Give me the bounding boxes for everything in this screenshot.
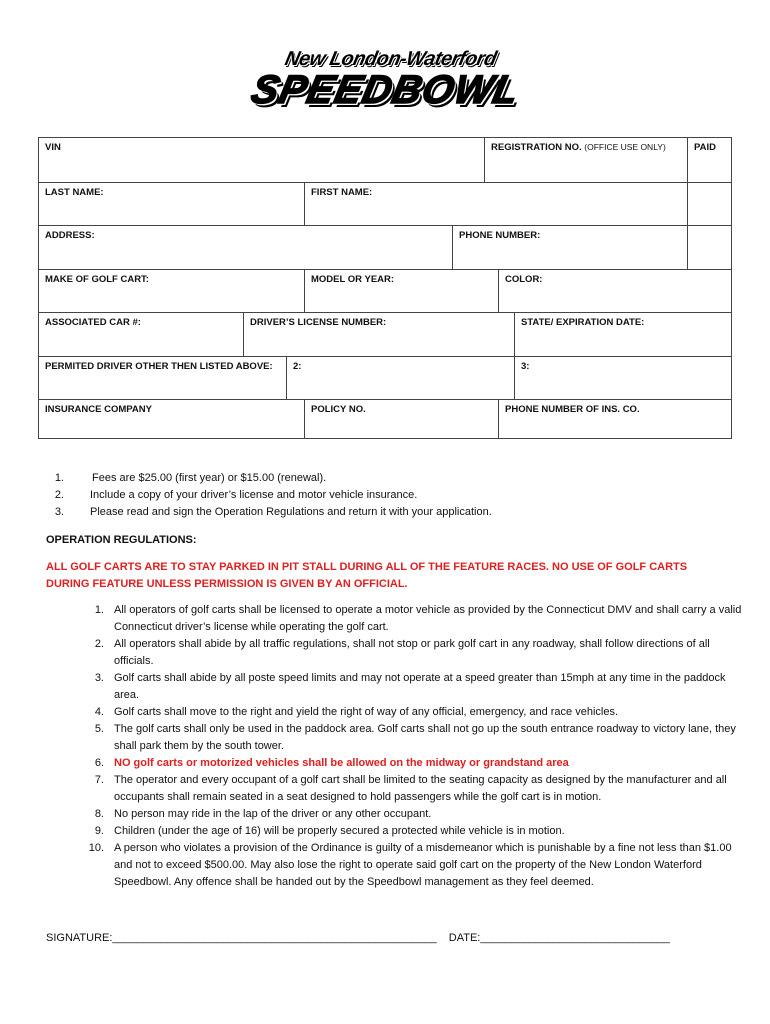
policy-no-field[interactable]: [305, 400, 499, 438]
list-item: 7. The operator and every occupant of a golf cart shall be limited to the seating capacity as designed by the manufacturer and all occupants shall remain seated in a seat designed to hold passengers while the golf cart is in motion.: [94, 774, 727, 803]
parking-warning: ALL GOLF CARTS ARE TO STAY PARKED IN PIT STALL DURING ALL OF THE FEATURE RACES. NO USE OF GOLF CARTS DURING FEATURE UNLESS PERMISSION IS GIVEN BY AN OFFICIAL.: [46, 561, 688, 590]
list-item: 6. NO golf carts or motorized vehicles shall be allowed on the midway or grandstand area: [94, 757, 569, 769]
insurance-company-field[interactable]: [39, 400, 305, 438]
permitted-driver-label: PERMITED DRIVER OTHER THEN LISTED ABOVE:: [45, 361, 273, 372]
address-field[interactable]: [39, 226, 453, 270]
last-name-field[interactable]: [39, 183, 305, 226]
phone-number-extra[interactable]: [688, 226, 731, 270]
permitted-driver-2-label: 2:: [293, 361, 302, 372]
state-expiration-date-label: STATE/ EXPIRATION DATE:: [521, 317, 645, 328]
insurance-company-label: INSURANCE COMPANY: [45, 404, 152, 415]
associated-car-field[interactable]: [39, 313, 244, 357]
vin-label: VIN: [45, 142, 61, 153]
paid-field[interactable]: [688, 138, 731, 183]
list-item: 3. Golf carts shall abide by all poste speed limits and may not operate at a speed greater than 15mph at any time in the paddock area.: [94, 672, 726, 701]
operation-regulations-heading: OPERATION REGULATIONS:: [46, 534, 197, 546]
logo-line2: SPEEDBOWL: [247, 68, 524, 112]
list-item: 2. All operators shall abide by all traffic regulations, shall not stop or park golf cart in any roadway, shall follow directions of all officials.: [94, 638, 710, 667]
model-or-year-field[interactable]: [305, 270, 499, 313]
last-name-label: LAST NAME:: [45, 187, 104, 198]
speedbowl-logo: [248, 48, 523, 110]
state-expiration-date-field[interactable]: [515, 313, 731, 357]
list-item: 8. No person may ride in the lap of the driver or any other occupant.: [94, 808, 432, 820]
make-of-golf-cart-label: MAKE OF GOLF CART:: [45, 274, 149, 285]
office-use-only-note: (OFFICE USE ONLY): [584, 142, 666, 152]
drivers-license-number-label: DRIVER’S LICENSE NUMBER:: [250, 317, 387, 328]
list-item: 4. Golf carts shall move to the right and yield the right of way of any official, emergency, and race vehicles.: [94, 706, 619, 718]
list-item: 10. A person who violates a provision of the Ordinance is guilty of a misdemeanor which is punishable by a fine not less than $1.00 and not to exceed $500.00. May also lose the right to operate said golf cart on the property of the New London Waterford Speedbowl. Any offence shall be handed out by the Speedbowl management as they feel deemed.: [88, 842, 732, 888]
phone-number-label: PHONE NUMBER:: [459, 230, 541, 241]
paid-field-lower[interactable]: [688, 183, 731, 226]
address-label: ADDRESS:: [45, 230, 95, 241]
list-item: 1. Fees are $25.00 (first year) or $15.00 (renewal).: [54, 472, 327, 484]
vin-field[interactable]: [39, 138, 485, 183]
list-item: 9. Children (under the age of 16) will be properly secured a protected while vehicle is in motion.: [94, 825, 565, 837]
first-name-label: FIRST NAME:: [311, 187, 373, 198]
insurance-phone-label: PHONE NUMBER OF INS. CO.: [505, 404, 640, 415]
permitted-driver-field[interactable]: [39, 357, 287, 400]
first-name-field[interactable]: [305, 183, 688, 226]
logo-line1: New London-Waterford: [282, 48, 499, 70]
registration-no-field[interactable]: [485, 138, 688, 183]
list-item: 3. Please read and sign the Operation Regulations and return it with your application.: [54, 506, 492, 518]
signature-line[interactable]: [46, 932, 670, 944]
color-label: COLOR:: [505, 274, 543, 285]
insurance-phone-field[interactable]: [499, 400, 731, 438]
list-item: 2. Include a copy of your driver’s license and motor vehicle insurance.: [54, 489, 418, 501]
model-or-year-label: MODEL OR YEAR:: [311, 274, 395, 285]
drivers-license-number-field[interactable]: [244, 313, 515, 357]
registration-form-table: [38, 137, 732, 439]
list-item: 5. The golf carts shall only be used in the paddock area. Golf carts shall not go up the south entrance roadway to victory lane, they shall park them by the south tower.: [94, 723, 736, 752]
permitted-driver-3-field[interactable]: [515, 357, 731, 400]
regulations-list: [84, 602, 744, 891]
color-field[interactable]: [499, 270, 731, 313]
date-field[interactable]: DATE:_______________________________: [448, 932, 671, 944]
make-of-golf-cart-field[interactable]: [39, 270, 305, 313]
list-item: 1. All operators of golf carts shall be licensed to operate a motor vehicle as provided by the Connecticut DMV and shall carry a valid Connecticut driver’s license while operating the golf cart.: [94, 604, 742, 633]
permitted-driver-3-label: 3:: [521, 361, 530, 372]
associated-car-label: ASSOCIATED CAR #:: [45, 317, 141, 328]
permitted-driver-2-field[interactable]: [287, 357, 515, 400]
registration-no-label: REGISTRATION NO. (OFFICE USE ONLY): [491, 142, 666, 153]
paid-label: PAID: [694, 142, 716, 153]
policy-no-label: POLICY NO.: [311, 404, 366, 415]
signature-field[interactable]: SIGNATURE:_____________________________________________________: [46, 932, 437, 944]
phone-number-field[interactable]: [453, 226, 688, 270]
